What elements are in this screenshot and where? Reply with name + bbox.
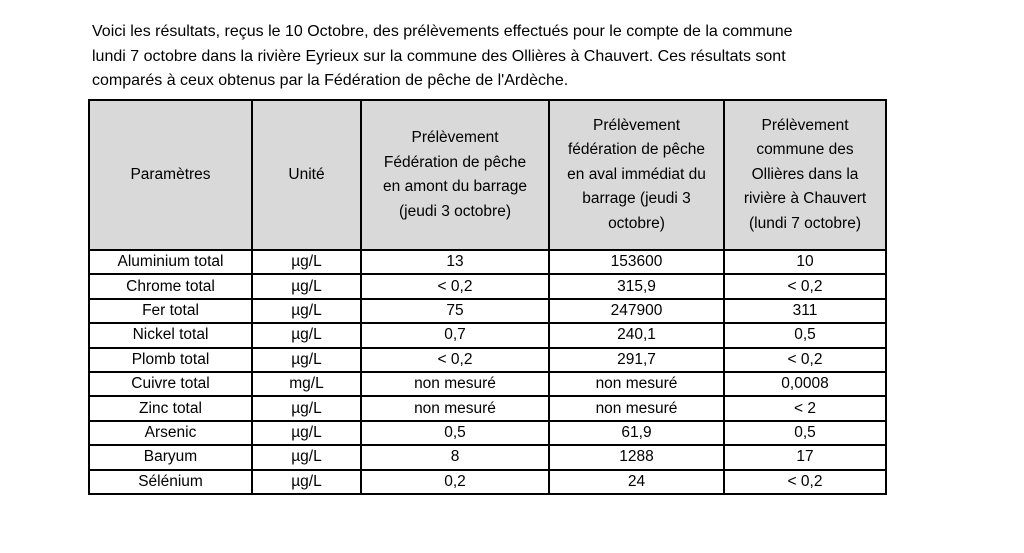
cell-commune: < 0,2 [724, 470, 886, 494]
cell-aval: 61,9 [549, 421, 724, 445]
cell-unit: µg/L [252, 396, 361, 420]
cell-amont: 8 [361, 445, 549, 469]
cell-aval: 1288 [549, 445, 724, 469]
table-row [89, 274, 886, 298]
table-row [89, 323, 886, 347]
cell-amont: 0,2 [361, 470, 549, 494]
cell-amont: 0,7 [361, 323, 549, 347]
cell-commune: < 0,2 [724, 348, 886, 372]
header-aval-line: en aval immédiat du [567, 165, 706, 183]
cell-commune: 17 [724, 445, 886, 469]
intro-line-3: comparés à ceux obtenus par la Fédération de pêche de l'Ardèche. [92, 72, 569, 89]
table-row [89, 250, 886, 274]
header-aval [549, 100, 724, 250]
header-unit: Unité [252, 100, 361, 250]
header-commune-line: (lundi 7 octobre) [748, 214, 861, 232]
header-commune-line: rivière à Chauvert [743, 190, 867, 208]
intro-line-1: Voici les résultats, reçus le 10 Octobre, des prélèvements effectués pour le compte de la commune [92, 23, 793, 40]
cell-param: Arsenic [89, 421, 252, 445]
header-amont-line: en amont du barrage [383, 178, 527, 195]
cell-aval: 291,7 [549, 348, 724, 372]
cell-unit: mg/L [252, 372, 361, 396]
table-row [89, 396, 886, 420]
cell-commune: 0,5 [724, 323, 886, 347]
header-commune-line: Ollières dans la [751, 165, 859, 183]
cell-param: Zinc total [89, 396, 252, 420]
header-commune-line: Prélèvement [761, 116, 849, 134]
cell-unit: µg/L [252, 274, 361, 298]
cell-param: Chrome total [89, 274, 252, 298]
table-row [89, 348, 886, 372]
cell-unit: µg/L [252, 323, 361, 347]
cell-aval: 247900 [549, 299, 724, 323]
cell-amont: non mesuré [361, 396, 549, 420]
header-amont-line: Prélèvement [411, 129, 499, 146]
cell-unit: µg/L [252, 299, 361, 323]
cell-amont: non mesuré [361, 372, 549, 396]
cell-amont: 13 [361, 250, 549, 274]
table-row [89, 445, 886, 469]
cell-commune: < 0,2 [724, 274, 886, 298]
cell-param: Cuivre total [89, 372, 252, 396]
cell-param: Nickel total [89, 323, 252, 347]
cell-unit: µg/L [252, 470, 361, 494]
header-row [89, 100, 886, 250]
cell-param: Plomb total [89, 348, 252, 372]
cell-aval: 240,1 [549, 323, 724, 347]
cell-param: Baryum [89, 445, 252, 469]
cell-unit: µg/L [252, 250, 361, 274]
cell-unit: µg/L [252, 445, 361, 469]
header-amont-line: Fédération de pêche [383, 153, 527, 171]
cell-commune: 10 [724, 250, 886, 274]
header-aval-line: octobre) [608, 214, 665, 232]
cell-commune: < 2 [724, 396, 886, 420]
cell-aval: 24 [549, 470, 724, 494]
header-commune-line: commune des [756, 141, 854, 159]
header-amont [361, 100, 549, 250]
header-amont-line: (jeudi 3 octobre) [398, 202, 511, 220]
cell-aval: non mesuré [549, 372, 724, 396]
cell-commune: 0,5 [724, 421, 886, 445]
intro-paragraph [92, 20, 892, 94]
table-row [89, 372, 886, 396]
cell-commune: 0,0008 [724, 372, 886, 396]
header-aval-line: barrage (jeudi 3 [582, 190, 691, 208]
header-commune [724, 100, 886, 250]
results-table [88, 99, 887, 495]
cell-amont: 75 [361, 299, 549, 323]
table-row [89, 421, 886, 445]
header-aval-line: fédération de pêche [567, 141, 706, 159]
cell-param: Aluminium total [89, 250, 252, 274]
cell-amont: 0,5 [361, 421, 549, 445]
header-param: Paramètres [89, 100, 252, 250]
cell-commune: 311 [724, 299, 886, 323]
cell-param: Sélénium [89, 470, 252, 494]
cell-amont: < 0,2 [361, 274, 549, 298]
header-aval-line: Prélèvement [592, 116, 680, 134]
cell-aval: non mesuré [549, 396, 724, 420]
cell-unit: µg/L [252, 348, 361, 372]
intro-line-2: lundi 7 octobre dans la rivière Eyrieux sur la commune des Ollières à Chauvert. Ces résultats sont [92, 47, 786, 65]
cell-amont: < 0,2 [361, 348, 549, 372]
cell-param: Fer total [89, 299, 252, 323]
table-row [89, 470, 886, 494]
table-row [89, 299, 886, 323]
cell-unit: µg/L [252, 421, 361, 445]
cell-aval: 315,9 [549, 274, 724, 298]
cell-aval: 153600 [549, 250, 724, 274]
